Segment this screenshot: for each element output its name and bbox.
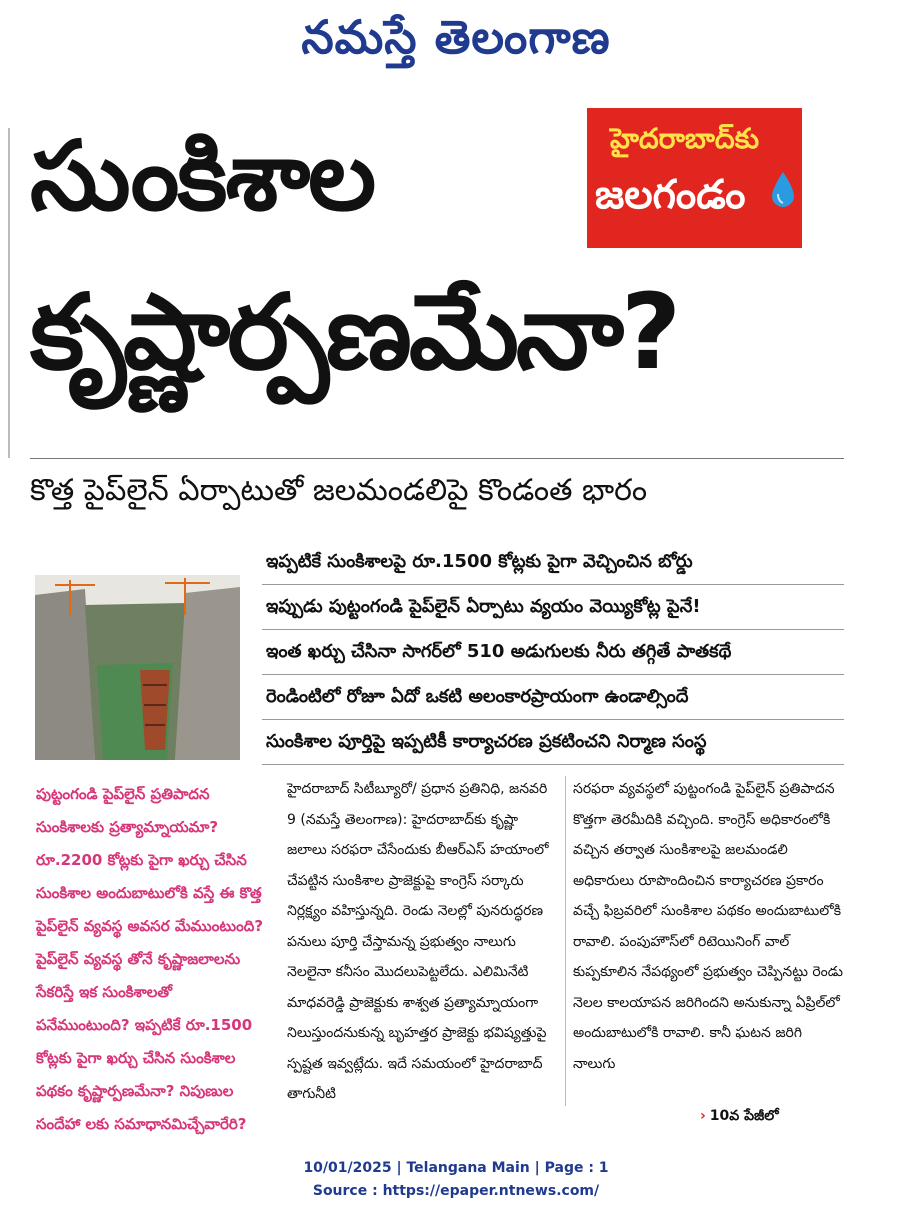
chevron-right-icon: › — [700, 1108, 706, 1124]
key-points — [262, 540, 844, 765]
continued-label: 10వ పేజీలో — [709, 1108, 779, 1124]
series-badge — [587, 108, 802, 248]
water-drop-icon — [770, 170, 796, 210]
pull-quote-text: పుట్టంగండి పైప్‌లైన్ ప్రతిపాదన సుంకిశాలకు ప్రత్యామ్నాయమా? రూ.2200 కోట్లకు పైగా ఖర్చు చేసిన సుంకిశాల అందుబాటులోకి వస్తే ఈ కొత్త పైప్‌లైన్ వ్యవస్థ అవసర మేముంటుంది? పైప్‌లైన్ వ్యవస్థ తోనే కృష్ణాజలాలను సేకరిస్తే ఇక సుంకిశాలతో పనేముంటుంది? ఇప్పటికే రూ.1500 కోట్లకు పైగా ఖర్చు చేసిన సుంకిశాల పథకం కృష్ణార్పణమేనా? నిపుణుల సందేహా లకు సమాధానమిచ్చేవారేరి? — [36, 785, 264, 1133]
badge-line2: జలగండం — [595, 172, 746, 218]
key-point: సుంకిశాల పూర్తిపై ఇప్పటికీ కార్యాచరణ ప్రకటించని నిర్మాణ సంస్థ — [262, 720, 844, 765]
article-column-1: హైదరాబాద్ సిటీబ్యూరో/ ప్రధాన ప్రతినిధి, జనవరి 9 (నమస్తే తెలంగాణ): హైదరాబాద్‌కు కృష్ణా జలాలు సరఫరా చేసేందుకు బీఆర్‌ఎస్ హయాంలో చేపట్టిన సుంకిశాల ప్రాజెక్టుపై కాంగ్రెస్ సర్కారు నిర్లక్ష్యం వహిస్తున్నది. రెండు నెలల్లో పునరుద్ధరణ పనులు పూర్తి చేస్తామన్న ప్రభుత్వం నాలుగు నెలలైనా కనీసం మొదలుపెట్టలేదు. ఎలిమినేటి మాధవరెడ్డి ప్రాజెక్టుకు శాశ్వత ప్రత్యామ్నాయంగా నిలుస్తుందనుకున్న బృహత్తర ప్రాజెక్టు భవిష్యత్తుపై స్పష్టత ఇవ్వట్లేదు. ఇదే సమయంలో హైదరాబాద్ తాగునీటి — [287, 781, 549, 1102]
article-column-2: సరఫరా వ్యవస్థలో పుట్టంగండి పైప్‌లైన్ ప్రతిపాదన కొత్తగా తెరమీదికి వచ్చింది. కాంగ్రెస్ అధికారంలోకి వచ్చిన తర్వాత సుంకిశాలపై జలమండలి అధికారులు రూపొందించిన కార్యాచరణ ప్రకారం వచ్చే ఫిబ్రవరిలో సుంకిశాల పథకం అందుబాటులోకి రావాలి. పంపుహౌస్‌లో రిటెయినింగ్ వాల్ కుప్పకూలిన నేపథ్యంలో ప్రభుత్వం చెప్పినట్టు రెండు నెలల కాలయాపన జరిగిందని అనుకున్నా ఏప్రిల్‌లో అందుబాటులోకి రావాలి. కానీ ఘటన జరిగి నాలుగు — [573, 781, 843, 1072]
headline-line2: కృష్ణార్పణమేనా? — [30, 271, 679, 393]
column-divider — [565, 776, 566, 1106]
key-point: ఇప్పటికే సుంకిశాలపై రూ.1500 కోట్లకు పైగా వెచ్చించిన బోర్డు — [262, 540, 844, 585]
sunkishala-site-photo — [35, 575, 240, 760]
subheadline: కొత్త పైప్‌లైన్ ఏర్పాటుతో జలమండలిపై కొండంత భారం — [30, 458, 844, 515]
key-point: ఇంత ఖర్చు చేసినా సాగర్‌లో 510 అడుగులకు నీరు తగ్గితే పాతకథే — [262, 630, 844, 675]
key-point: రెండింటిలో రోజూ ఏదో ఒకటి అలంకారప్రాయంగా ఉండాల్సిందే — [262, 675, 844, 720]
pull-quote — [30, 772, 268, 1132]
masthead: నమస్తే తెలంగాణ — [301, 10, 611, 64]
left-rule — [8, 128, 10, 458]
key-point: ఇప్పుడు పుట్టంగండి పైప్‌లైన్ ఏర్పాటు వ్యయం వెయ్యికోట్ల పైనే! — [262, 585, 844, 630]
footer-date-page: 10/01/2025 | Telangana Main | Page : 1 — [303, 1160, 609, 1176]
badge-line1: హైదరాబాద్‌కు — [609, 122, 760, 155]
footer-source: Source : https://epaper.ntnews.com/ — [312, 1183, 600, 1199]
continued-on-page[interactable] — [700, 1108, 779, 1127]
headline-line1: సుంకిశాల — [30, 120, 375, 232]
